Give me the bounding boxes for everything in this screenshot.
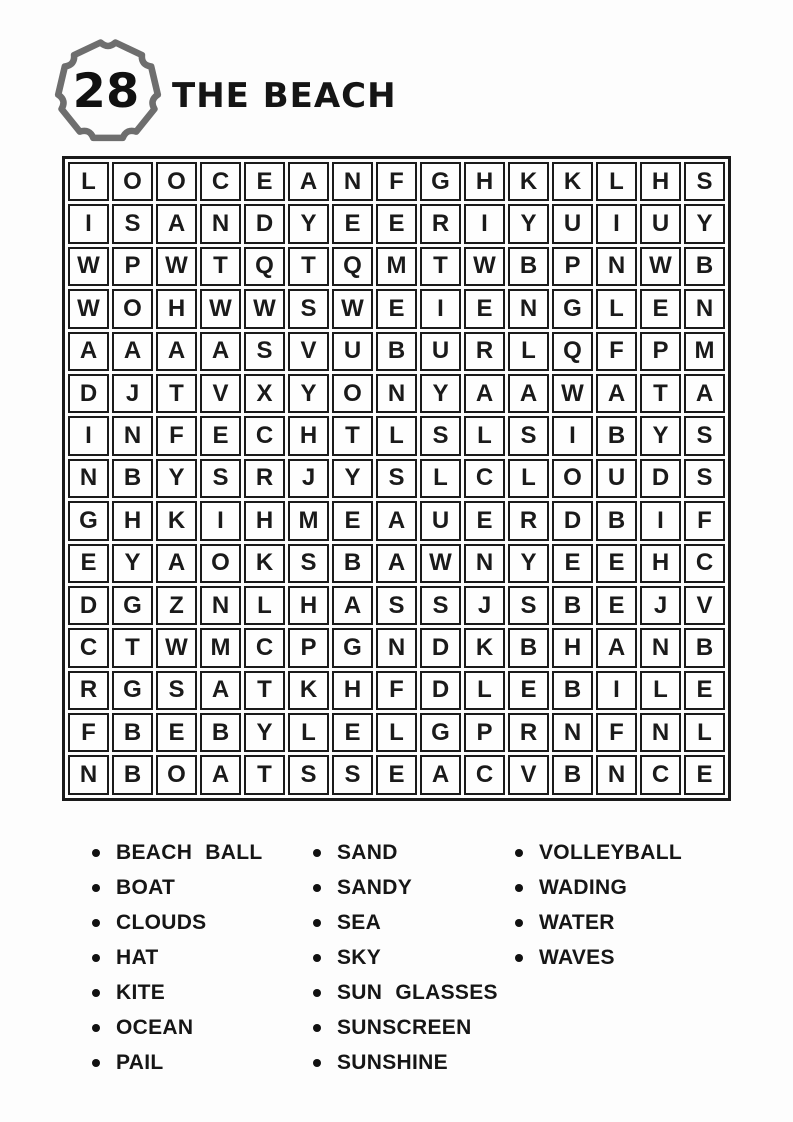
word-list-item	[515, 905, 682, 940]
grid-cell: C	[244, 416, 285, 455]
grid-cell: G	[332, 628, 373, 667]
grid-cell: Y	[640, 416, 681, 455]
grid-cell: S	[288, 544, 329, 583]
grid-cell: L	[376, 713, 417, 752]
grid-cell: N	[376, 628, 417, 667]
grid-cell: E	[332, 501, 373, 540]
grid-cell: N	[200, 204, 241, 243]
grid-cell: R	[508, 713, 549, 752]
grid-cell: E	[376, 204, 417, 243]
grid-cell: T	[332, 416, 373, 455]
grid-cell: C	[244, 628, 285, 667]
grid-cell: E	[244, 162, 285, 201]
grid-cell: I	[596, 671, 637, 710]
grid-cell: A	[200, 755, 241, 794]
word-label: SEA	[337, 910, 382, 934]
grid-cell: P	[552, 247, 593, 286]
grid-cell: A	[288, 162, 329, 201]
grid-cell: O	[552, 459, 593, 498]
word-column-3	[515, 835, 682, 975]
grid-cell: L	[288, 713, 329, 752]
grid-cell: E	[552, 544, 593, 583]
bullet-icon	[313, 884, 321, 892]
grid-cell: N	[596, 247, 637, 286]
grid-cell: P	[640, 332, 681, 371]
grid-cell: H	[112, 501, 153, 540]
grid-cell: I	[640, 501, 681, 540]
grid-cell: B	[376, 332, 417, 371]
grid-cell: B	[552, 586, 593, 625]
bullet-icon	[515, 884, 523, 892]
bullet-icon	[313, 1059, 321, 1067]
grid-cell: C	[68, 628, 109, 667]
grid-cell: L	[376, 416, 417, 455]
grid-cell: G	[112, 586, 153, 625]
word-list-item	[313, 870, 498, 905]
grid-cell: L	[464, 671, 505, 710]
grid-cell: E	[684, 755, 725, 794]
grid-cell: J	[288, 459, 329, 498]
grid-cell: N	[640, 628, 681, 667]
grid-cell: U	[640, 204, 681, 243]
grid-cell: I	[68, 416, 109, 455]
grid-cell: C	[464, 459, 505, 498]
grid-cell: J	[464, 586, 505, 625]
word-list-item	[313, 1010, 498, 1045]
grid-cell: I	[552, 416, 593, 455]
grid-cell: P	[464, 713, 505, 752]
grid-cell: E	[464, 501, 505, 540]
grid-cell: W	[332, 289, 373, 328]
grid-cell: S	[420, 586, 461, 625]
grid-cell: Y	[288, 204, 329, 243]
grid-cell: E	[640, 289, 681, 328]
grid-cell: S	[200, 459, 241, 498]
grid-cell: A	[508, 374, 549, 413]
grid-cell: F	[156, 416, 197, 455]
bullet-icon	[92, 1024, 100, 1032]
word-label: OCEAN	[116, 1015, 194, 1039]
grid-cell: E	[684, 671, 725, 710]
grid-cell: C	[464, 755, 505, 794]
grid-cell: L	[596, 289, 637, 328]
grid-cell: Y	[508, 544, 549, 583]
grid-cell: S	[376, 586, 417, 625]
grid-cell: A	[156, 332, 197, 371]
grid-cell: V	[288, 332, 329, 371]
grid-cell: C	[640, 755, 681, 794]
grid-cell: F	[376, 671, 417, 710]
grid-cell: G	[420, 713, 461, 752]
word-list-item	[313, 940, 498, 975]
grid-cell: A	[68, 332, 109, 371]
grid-cell: Q	[244, 247, 285, 286]
grid-cell: A	[596, 374, 637, 413]
grid-cell: D	[68, 586, 109, 625]
grid-cell: L	[640, 671, 681, 710]
bullet-icon	[92, 919, 100, 927]
word-label: HAT	[116, 945, 159, 969]
grid-cell: H	[464, 162, 505, 201]
grid-cell: T	[244, 671, 285, 710]
word-column-2	[313, 835, 498, 1080]
grid-cell: T	[112, 628, 153, 667]
grid-cell: W	[420, 544, 461, 583]
grid-cell: U	[420, 501, 461, 540]
grid-cell: R	[464, 332, 505, 371]
grid-cell: A	[156, 544, 197, 583]
grid-cell: N	[376, 374, 417, 413]
grid-cell: E	[596, 586, 637, 625]
grid-cell: B	[508, 247, 549, 286]
grid-cell: B	[112, 713, 153, 752]
grid-cell: H	[288, 416, 329, 455]
grid-cell: H	[288, 586, 329, 625]
grid-cell: W	[464, 247, 505, 286]
word-list-item	[313, 975, 498, 1010]
grid-cell: W	[68, 289, 109, 328]
grid-cell: Y	[156, 459, 197, 498]
grid-cell: D	[244, 204, 285, 243]
grid-cell: H	[244, 501, 285, 540]
grid-cell: E	[508, 671, 549, 710]
grid-cell: L	[596, 162, 637, 201]
grid-cell: R	[244, 459, 285, 498]
grid-cell: P	[112, 247, 153, 286]
grid-cell: N	[68, 459, 109, 498]
bullet-icon	[313, 919, 321, 927]
grid-cell: S	[332, 755, 373, 794]
grid-cell: W	[200, 289, 241, 328]
grid-cell: Y	[288, 374, 329, 413]
grid-cell: D	[552, 501, 593, 540]
grid-cell: G	[112, 671, 153, 710]
grid-cell: K	[156, 501, 197, 540]
grid-cell: K	[244, 544, 285, 583]
word-list-item	[92, 1010, 263, 1045]
grid-cell: O	[112, 162, 153, 201]
grid-cell: W	[552, 374, 593, 413]
grid-cell: O	[112, 289, 153, 328]
grid-cell: N	[684, 289, 725, 328]
grid-cell: B	[332, 544, 373, 583]
grid-cell: B	[552, 671, 593, 710]
grid-cell: F	[684, 501, 725, 540]
grid-cell: I	[596, 204, 637, 243]
word-list-item	[92, 940, 263, 975]
grid-cell: E	[376, 289, 417, 328]
grid-cell: E	[332, 713, 373, 752]
grid-cell: D	[420, 671, 461, 710]
grid-cell: A	[464, 374, 505, 413]
grid-cell: W	[640, 247, 681, 286]
grid-cell: W	[68, 247, 109, 286]
grid-cell: L	[684, 713, 725, 752]
word-label: BOAT	[116, 875, 176, 899]
grid-cell: J	[112, 374, 153, 413]
grid-cell: H	[332, 671, 373, 710]
grid-cell: R	[508, 501, 549, 540]
grid-cell: A	[684, 374, 725, 413]
letter-grid	[68, 162, 725, 795]
word-label: CLOUDS	[116, 910, 207, 934]
grid-cell: L	[464, 416, 505, 455]
grid-cell: A	[376, 501, 417, 540]
grid-cell: S	[376, 459, 417, 498]
grid-cell: F	[596, 332, 637, 371]
grid-cell: S	[684, 416, 725, 455]
grid-cell: P	[288, 628, 329, 667]
grid-cell: R	[420, 204, 461, 243]
grid-cell: G	[420, 162, 461, 201]
grid-cell: T	[640, 374, 681, 413]
grid-cell: E	[464, 289, 505, 328]
word-label: SKY	[337, 945, 382, 969]
grid-cell: L	[420, 459, 461, 498]
grid-cell: K	[508, 162, 549, 201]
grid-cell: A	[376, 544, 417, 583]
grid-cell: R	[68, 671, 109, 710]
grid-cell: Y	[684, 204, 725, 243]
grid-cell: N	[596, 755, 637, 794]
grid-cell: D	[420, 628, 461, 667]
grid-cell: H	[640, 544, 681, 583]
grid-cell: M	[288, 501, 329, 540]
grid-cell: S	[156, 671, 197, 710]
grid-cell: W	[156, 247, 197, 286]
grid-cell: B	[596, 501, 637, 540]
grid-cell: N	[200, 586, 241, 625]
word-label: SANDY	[337, 875, 413, 899]
grid-cell: C	[200, 162, 241, 201]
grid-cell: J	[640, 586, 681, 625]
bullet-icon	[92, 1059, 100, 1067]
grid-cell: E	[376, 755, 417, 794]
grid-cell: E	[200, 416, 241, 455]
grid-cell: U	[596, 459, 637, 498]
grid-cell: Z	[156, 586, 197, 625]
grid-cell: S	[288, 755, 329, 794]
grid-cell: B	[508, 628, 549, 667]
bullet-icon	[92, 989, 100, 997]
grid-cell: S	[508, 586, 549, 625]
grid-cell: V	[508, 755, 549, 794]
grid-cell: S	[244, 332, 285, 371]
grid-cell: N	[552, 713, 593, 752]
grid-cell: T	[200, 247, 241, 286]
grid-cell: Y	[244, 713, 285, 752]
grid-cell: N	[508, 289, 549, 328]
bullet-icon	[515, 954, 523, 962]
grid-cell: L	[508, 332, 549, 371]
bullet-icon	[92, 954, 100, 962]
word-list-item	[313, 1045, 498, 1080]
bullet-icon	[92, 884, 100, 892]
grid-cell: S	[112, 204, 153, 243]
word-list	[92, 835, 732, 1085]
grid-cell: W	[156, 628, 197, 667]
grid-cell: B	[552, 755, 593, 794]
word-label: SUN GLASSES	[337, 980, 498, 1004]
bullet-icon	[313, 954, 321, 962]
bullet-icon	[313, 989, 321, 997]
grid-cell: H	[156, 289, 197, 328]
grid-cell: N	[640, 713, 681, 752]
grid-cell: G	[552, 289, 593, 328]
grid-cell: I	[420, 289, 461, 328]
grid-cell: S	[288, 289, 329, 328]
grid-cell: G	[68, 501, 109, 540]
word-label: SAND	[337, 840, 398, 864]
grid-cell: M	[376, 247, 417, 286]
grid-cell: H	[552, 628, 593, 667]
puzzle-number: 28	[72, 64, 140, 119]
grid-cell: I	[68, 204, 109, 243]
word-list-item	[92, 975, 263, 1010]
grid-cell: N	[464, 544, 505, 583]
grid-cell: M	[684, 332, 725, 371]
grid-cell: O	[332, 374, 373, 413]
grid-cell: S	[508, 416, 549, 455]
grid-cell: S	[684, 459, 725, 498]
word-list-item	[92, 835, 263, 870]
word-list-item	[515, 835, 682, 870]
grid-cell: S	[420, 416, 461, 455]
grid-cell: T	[288, 247, 329, 286]
word-list-item	[92, 870, 263, 905]
grid-cell: U	[332, 332, 373, 371]
bullet-icon	[92, 849, 100, 857]
grid-cell: E	[156, 713, 197, 752]
bullet-icon	[313, 1024, 321, 1032]
grid-cell: D	[640, 459, 681, 498]
word-label: WAVES	[539, 945, 615, 969]
grid-cell: S	[684, 162, 725, 201]
grid-cell: E	[596, 544, 637, 583]
word-label: WADING	[539, 875, 628, 899]
word-list-item	[313, 905, 498, 940]
grid-cell: V	[200, 374, 241, 413]
word-list-item	[313, 835, 498, 870]
grid-cell: A	[200, 671, 241, 710]
grid-cell: A	[596, 628, 637, 667]
grid-cell: N	[68, 755, 109, 794]
grid-cell: T	[244, 755, 285, 794]
grid-cell: A	[156, 204, 197, 243]
grid-cell: O	[156, 162, 197, 201]
grid-cell: I	[464, 204, 505, 243]
word-label: WATER	[539, 910, 615, 934]
grid-cell: B	[112, 459, 153, 498]
word-column-1	[92, 835, 263, 1080]
grid-cell: Y	[508, 204, 549, 243]
grid-cell: F	[596, 713, 637, 752]
grid-cell: U	[420, 332, 461, 371]
grid-cell: B	[596, 416, 637, 455]
page-title: THE BEACH	[172, 76, 397, 116]
grid-cell: T	[156, 374, 197, 413]
word-list-item	[92, 1045, 263, 1080]
grid-cell: C	[684, 544, 725, 583]
grid-cell: K	[552, 162, 593, 201]
bullet-icon	[515, 849, 523, 857]
word-list-item	[515, 940, 682, 975]
grid-cell: B	[200, 713, 241, 752]
grid-cell: L	[508, 459, 549, 498]
grid-cell: T	[420, 247, 461, 286]
grid-cell: A	[332, 586, 373, 625]
grid-cell: X	[244, 374, 285, 413]
word-list-item	[92, 905, 263, 940]
grid-cell: N	[332, 162, 373, 201]
grid-cell: O	[200, 544, 241, 583]
grid-cell: L	[244, 586, 285, 625]
grid-cell: U	[552, 204, 593, 243]
grid-cell: D	[68, 374, 109, 413]
grid-cell: O	[156, 755, 197, 794]
word-list-item	[515, 870, 682, 905]
grid-cell: H	[640, 162, 681, 201]
grid-cell: V	[684, 586, 725, 625]
grid-cell: F	[68, 713, 109, 752]
word-label: BEACH BALL	[116, 840, 263, 864]
word-label: KITE	[116, 980, 166, 1004]
word-label: SUNSCREEN	[337, 1015, 472, 1039]
puzzle-number-badge	[52, 33, 164, 143]
grid-cell: I	[200, 501, 241, 540]
grid-cell: N	[112, 416, 153, 455]
grid-cell: K	[288, 671, 329, 710]
grid-cell: Y	[420, 374, 461, 413]
grid-cell: Q	[332, 247, 373, 286]
word-label: PAIL	[116, 1050, 164, 1074]
grid-cell: W	[244, 289, 285, 328]
grid-frame	[62, 156, 731, 801]
bullet-icon	[515, 919, 523, 927]
grid-cell: B	[112, 755, 153, 794]
grid-cell: F	[376, 162, 417, 201]
bullet-icon	[313, 849, 321, 857]
word-label: SUNSHINE	[337, 1050, 448, 1074]
grid-cell: B	[684, 628, 725, 667]
grid-cell: B	[684, 247, 725, 286]
grid-cell: E	[332, 204, 373, 243]
grid-cell: A	[112, 332, 153, 371]
word-label: VOLLEYBALL	[539, 840, 682, 864]
grid-cell: Y	[112, 544, 153, 583]
grid-cell: L	[68, 162, 109, 201]
grid-cell: E	[68, 544, 109, 583]
grid-cell: M	[200, 628, 241, 667]
grid-cell: Y	[332, 459, 373, 498]
grid-cell: A	[420, 755, 461, 794]
grid-cell: A	[200, 332, 241, 371]
grid-cell: K	[464, 628, 505, 667]
grid-cell: Q	[552, 332, 593, 371]
